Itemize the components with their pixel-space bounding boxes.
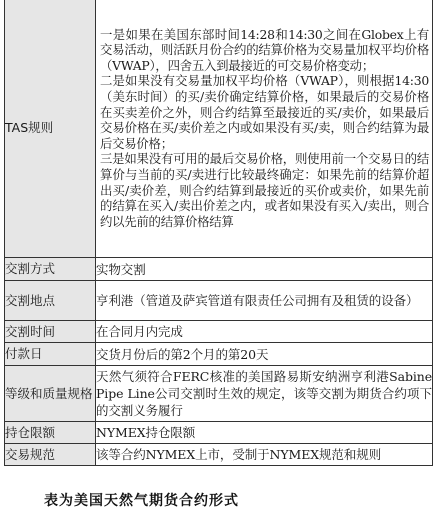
row-label: 付款日: [5, 343, 96, 366]
row-label: 交割地点: [5, 281, 96, 321]
row-value: 该等合约NYMEX上市，受制于NYMEX规范和规则: [96, 444, 433, 466]
row-value: NYMEX持仓限额: [96, 422, 433, 444]
row-value: 在合同月内完成: [96, 321, 433, 343]
table-row-delivery-time: [5, 321, 433, 343]
row-value: 天然气须符合FERC核准的美国路易斯安纳洲亨利港Sabine Pipe Line公司交割时生效的规定，该等交割为期货合约项下的交割义务履行: [96, 366, 433, 422]
row-label: 交割方式: [5, 258, 96, 281]
table-row-trading-rules: [5, 444, 433, 466]
row-value: 交货月份后的第2个月的第20天: [96, 343, 433, 366]
table-row-payment-date: [5, 343, 433, 366]
table-row-delivery-location: [5, 281, 433, 321]
table-row-position-limit: [5, 422, 433, 444]
table-row-tas: [5, 0, 433, 258]
tas-rule-1: 一是如果在美国东部时间14:28和14:30之间在Globex上有交易活动，则活跃月份合约的结算价格为交易量加权平均价格（VWAP），四舍五入到最接近的可交易价格变动；: [100, 26, 429, 73]
table-row-quality-spec: [5, 366, 433, 422]
table-caption: 表为美国天然气期货合约形式: [44, 493, 239, 509]
futures-contract-table: [4, 0, 433, 466]
row-value: 实物交割: [96, 258, 433, 281]
row-label: 交易规范: [5, 444, 96, 466]
row-label: 持仓限额: [5, 422, 96, 444]
table-row-delivery-method: [5, 258, 433, 281]
row-value: 亨利港（管道及萨宾管道有限责任公司拥有及租赁的设备）: [96, 281, 433, 321]
row-label: 交割时间: [5, 321, 96, 343]
row-label: TAS规则: [5, 0, 96, 258]
row-value: [96, 0, 433, 258]
row-label: 等级和质量规格: [5, 366, 96, 422]
tas-rule-3: 三是如果没有可用的最后交易价格，则使用前一个交易日的结算价与当前的买/卖进行比较最终确定：如果先前的结算价超出买/卖价差，则合约结算到最接近的买价或卖价，如果先前的结算在买入/卖出价差之内，或者如果没有买入/卖出，则合约以先前的结算价格结算: [100, 151, 429, 229]
tas-rule-2: 二是如果没有交易量加权平均价格（VWAP），则根据14:30（美东时间）的买/卖价确定结算价格，如果最后的交易价格在买卖差价之外，则合约结算至最接近的买/卖价，如果最后交易价格在买/卖价差之内或如果没有买/卖，则合约结算为最后交易价格；: [100, 73, 429, 151]
